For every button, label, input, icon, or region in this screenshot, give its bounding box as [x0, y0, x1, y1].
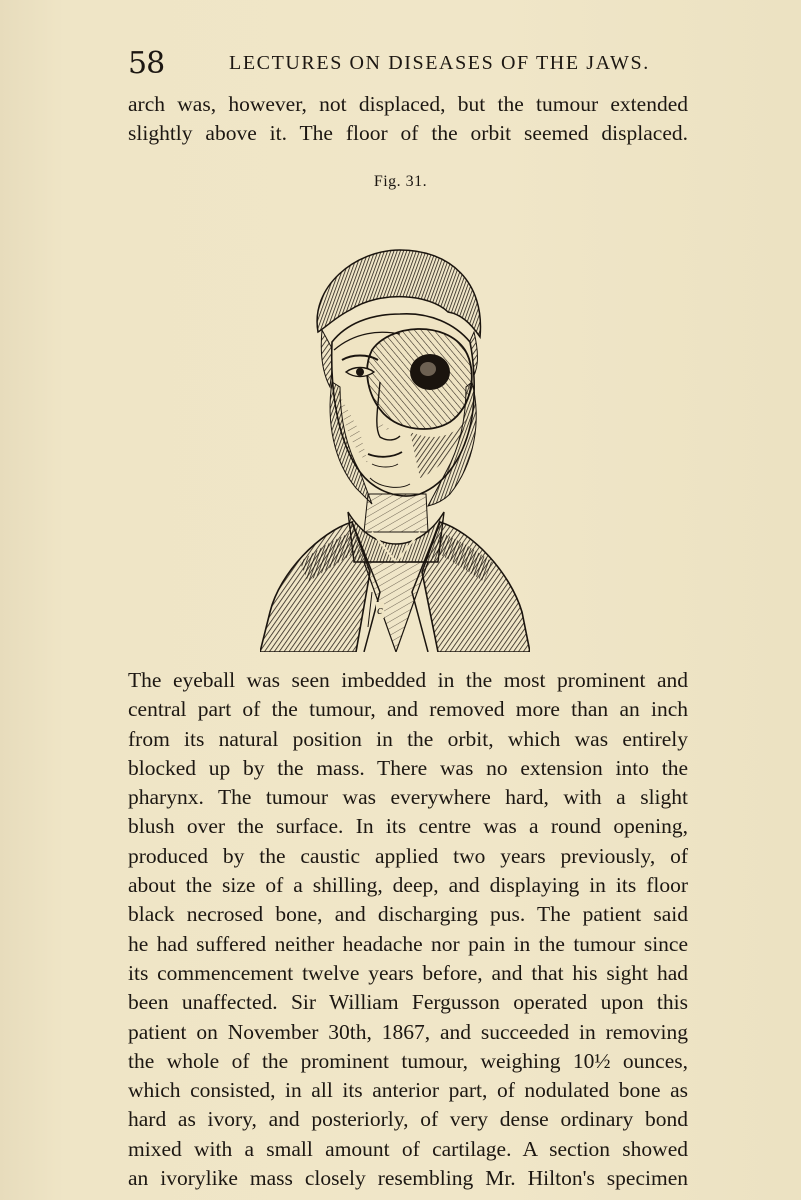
text-line: from its natural position in the orbit, which was entirely	[128, 726, 688, 751]
text-line: he had suffered neither headache nor pain in the tumour since	[128, 931, 688, 956]
running-head: LECTURES ON DISEASES OF THE JAWS.	[229, 52, 650, 74]
text-line: pharynx. The tumour was everywhere hard, with a slight	[128, 785, 688, 810]
text-line: about the size of a shilling, deep, and displaying in its floor	[128, 873, 688, 898]
text-line: the whole of the prominent tumour, weighing 10½ ounces,	[128, 1048, 688, 1073]
text-line: mixed with a small amount of cartilage. A section showed	[128, 1136, 688, 1161]
text-line: central part of the tumour, and removed more than an inch	[128, 697, 688, 722]
text-line: blush over the surface. In its centre was a round opening,	[128, 814, 688, 839]
page-number: 58	[128, 46, 165, 81]
text-line: black necrosed bone, and discharging pus. The patient said	[128, 902, 688, 927]
paragraph-main	[128, 666, 688, 1193]
page-header	[128, 46, 688, 86]
text-line: arch was, however, not displaced, but the tumour extended	[128, 92, 688, 116]
text-line: which consisted, in all its anterior part, of nodulated bone as	[128, 1078, 688, 1103]
text-line: patient on November 30th, 1867, and succeeded in removing	[128, 1019, 688, 1044]
text-line: blocked up by the mass. There was no extension into the	[128, 755, 688, 780]
figure-illustration	[260, 232, 530, 652]
text-line: produced by the caustic applied two years previously, of	[128, 843, 688, 868]
patient-engraving	[260, 232, 530, 652]
text-line: an ivorylike mass closely resembling Mr. Hilton's specimen	[128, 1166, 688, 1191]
text-line: hard as ivory, and posteriorly, of very dense ordinary bond	[128, 1107, 688, 1132]
text-line: slightly above it. The floor of the orbit seemed displaced.	[128, 121, 688, 146]
text-line: been unaffected. Sir William Fergusson operated upon this	[128, 990, 688, 1015]
figure-label: c	[377, 602, 383, 617]
text-line: The eyeball was seen imbedded in the most prominent and	[128, 668, 688, 692]
paragraph-top	[128, 90, 688, 149]
figure-caption: Fig. 31.	[373, 173, 428, 190]
text-line: its commencement twelve years before, and that his sight had	[128, 960, 688, 985]
